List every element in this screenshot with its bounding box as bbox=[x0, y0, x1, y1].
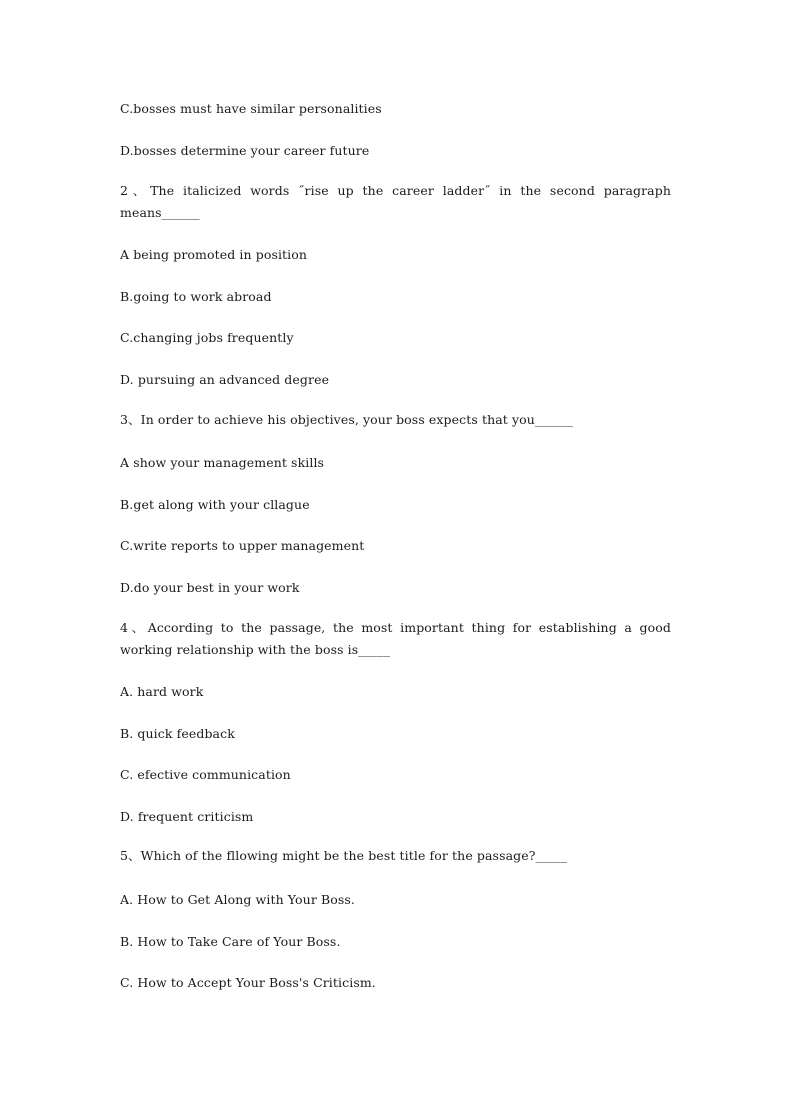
q3-stem: 3、In order to achieve his objectives, your boss expects that you______ bbox=[120, 412, 574, 427]
q5-option-a: A. How to Get Along with Your Boss. bbox=[120, 892, 355, 907]
q3-option-a: A show your management skills bbox=[120, 455, 325, 470]
q2-stem: 2、The italicized words ˝rise up the career ladder˝ in the second paragraph means______ bbox=[120, 183, 671, 220]
q2-option-b: B.going to work abroad bbox=[120, 289, 272, 304]
q1-option-d: D.bosses determine your career future bbox=[120, 143, 370, 158]
q3-option-d: D.do your best in your work bbox=[120, 580, 300, 595]
q4-option-a: A. hard work bbox=[120, 684, 204, 699]
q2-option-a: A being promoted in position bbox=[120, 247, 308, 262]
q4-stem: 4、According to the passage, the most important thing for establishing a good working relationship with the boss is_____ bbox=[120, 620, 671, 657]
q1-option-c: C.bosses must have similar personalities bbox=[120, 101, 382, 116]
q5-option-c: C. How to Accept Your Boss's Criticism. bbox=[120, 975, 376, 990]
q2-option-d: D. pursuing an advanced degree bbox=[120, 372, 330, 387]
q4-option-d: D. frequent criticism bbox=[120, 809, 254, 824]
q3-option-b: B.get along with your cllague bbox=[120, 497, 310, 512]
q4-option-b: B. quick feedback bbox=[120, 726, 235, 741]
q4-option-c: C. efective communication bbox=[120, 767, 291, 782]
q3-option-c: C.write reports to upper management bbox=[120, 538, 365, 553]
q2-option-c: C.changing jobs frequently bbox=[120, 330, 294, 345]
q5-stem: 5、Which of the fllowing might be the best title for the passage?_____ bbox=[120, 848, 568, 863]
q5-option-b: B. How to Take Care of Your Boss. bbox=[120, 934, 341, 949]
